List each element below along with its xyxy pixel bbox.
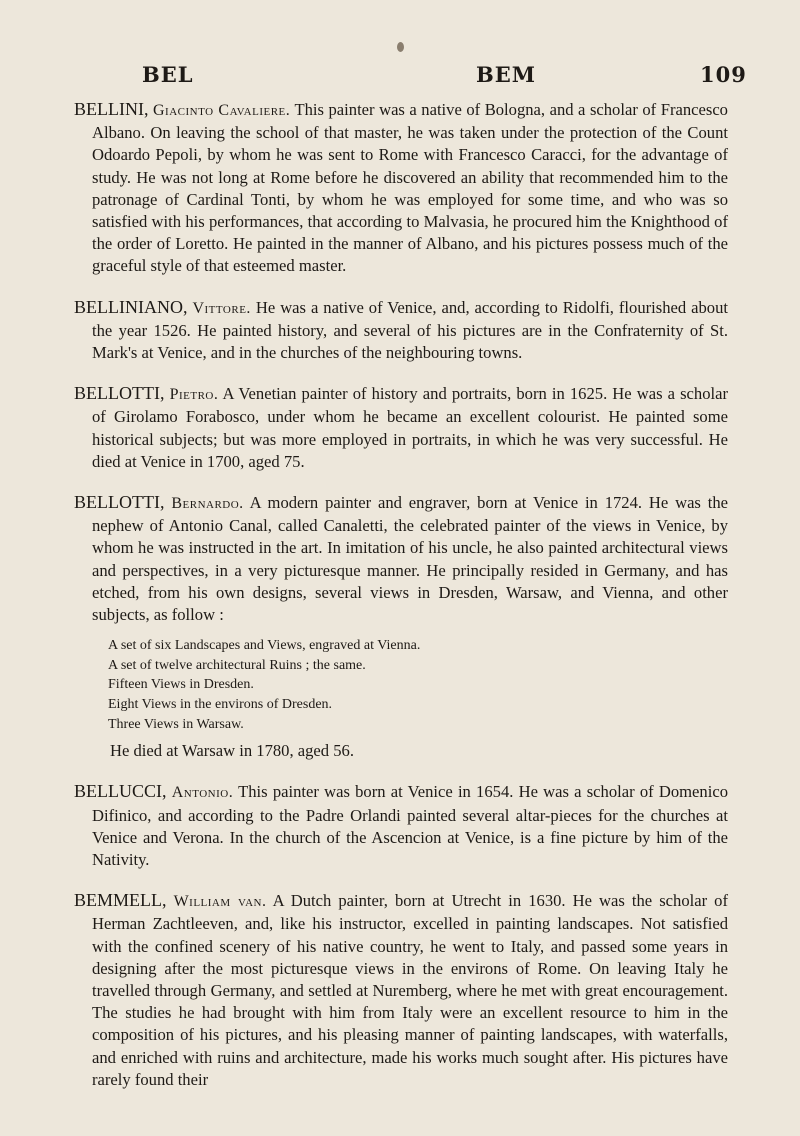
entry-text: A Dutch painter, born at Utrecht in 1630. He was the scholar of Herman Zachtleeven, and, like his instructor, excelled in painting landscapes. Not satisfied with the confined scenery of his native country, he went to Italy, and passed some years in designing after the most picturesque views in the environs of Rome. On leaving Italy he travelled through Germany, and settled at Nuremberg, where he met with great encouragement. The studies he had brought with him from Italy were an excellent resource to him in the composition of his pictures, and his pleasing manner of painting landscapes, with waterfalls, and enriched with ruins and architecture, made his works much sought after. His pictures have rarely found their: [92, 891, 729, 1089]
entry-text: This painter was born at Venice in 1654. He was a scholar of Domenico Difinico, and according to the Padre Orlandi painted several altar-pieces for the churches at Venice and Verona. In the church of the Ascencion at Venice, is a fine picture by him of the Nativity.: [92, 782, 728, 870]
entry-text: A modern painter and engraver, born at Venice in 1724. He was the nephew of Antonio Canal, called Canaletti, the celebrated painter of the views in Venice, by whom he was instructed in the art. In imitation of his uncle, he also painted architectural views and perspectives, in a very picturesque manner. He principally resided in Germany, and has etched, from his own designs, several views in Dresden, Warsaw, and Vienna, and other subjects, as follow :: [92, 493, 729, 625]
entry-belliniano: [74, 296, 728, 365]
entry-given-name: Pietro.: [169, 386, 219, 404]
paper-blemish: [397, 42, 404, 52]
entry-surname: BELLOTTI,: [74, 492, 165, 513]
entry-surname: BELLINI,: [74, 99, 149, 119]
entry-bellucci: [74, 780, 728, 871]
entry-surname: BEMMELL,: [74, 890, 167, 911]
entry-text: He was a native of Venice, and, according to Ridolfi, flourished about the year 1526. He painted history, and several of his pictures are in the Confraternity of St. Mark's at Venice, and in the churches of the neighbouring towns.: [92, 297, 729, 363]
entry-surname: BELLUCCI,: [74, 781, 167, 802]
entry-bellini: [74, 98, 728, 278]
entry-given-name: Giacinto Cavaliere.: [153, 102, 291, 119]
closing-line: He died at Warsaw in 1780, aged 56.: [110, 741, 354, 761]
running-head: [0, 62, 800, 96]
entry-given-name: William van.: [173, 893, 267, 911]
entry-bemmell: [74, 889, 728, 1091]
entry-given-name: Antonio.: [171, 784, 234, 802]
entry-surname: BELLINIANO,: [74, 296, 188, 317]
entry-given-name: Bernardo.: [171, 495, 244, 513]
works-list-item: Eight Views in the environs of Dresden.: [108, 697, 333, 713]
running-head-center: BEM: [476, 62, 537, 87]
works-list-item: A set of twelve architectural Ruins ; the same.: [108, 657, 366, 673]
page-body: [74, 98, 728, 1109]
works-list-item: A set of six Landscapes and Views, engraved at Vienna.: [108, 638, 421, 654]
entry-surname: BELLOTTI,: [74, 383, 165, 404]
entry-given-name: Vittore.: [192, 299, 251, 317]
page-number: 109: [700, 62, 747, 87]
works-list: [108, 636, 728, 734]
entry-text: A Venetian painter of history and portraits, born in 1625. He was a scholar of Girolamo Forabosco, under whom he became an excellent colourist. He painted some historical subjects; but was more employed in portraits, in which he was very successful. He died at Venice in 1700, aged 75.: [92, 384, 729, 471]
works-list-item: Fifteen Views in Dresden.: [108, 677, 254, 693]
entry-bellotti-pietro: [74, 382, 728, 473]
entry-text: This painter was a native of Bologna, and a scholar of Francesco Albano. On leaving the school of that master, he was taken under the protection of the Count Odoardo Pepoli, by whom he was sent to Rome with Francesco Caracci, for the advantage of study. He was not long at Rome before he discovered an ability that recommended him to the patronage of Cardinal Tonti, by whom he was employed for some time, and who was so satisfied with his performances, that according to Malvasia, he procured him the Knighthood of the order of Loretto. He painted in the manner of Albano, and his pictures possess much of the graceful style of that esteemed master.: [92, 100, 728, 276]
entry-bellotti-bernardo: [74, 491, 728, 626]
running-head-left: BEL: [142, 62, 194, 87]
works-list-item: Three Views in Warsaw.: [108, 716, 244, 732]
